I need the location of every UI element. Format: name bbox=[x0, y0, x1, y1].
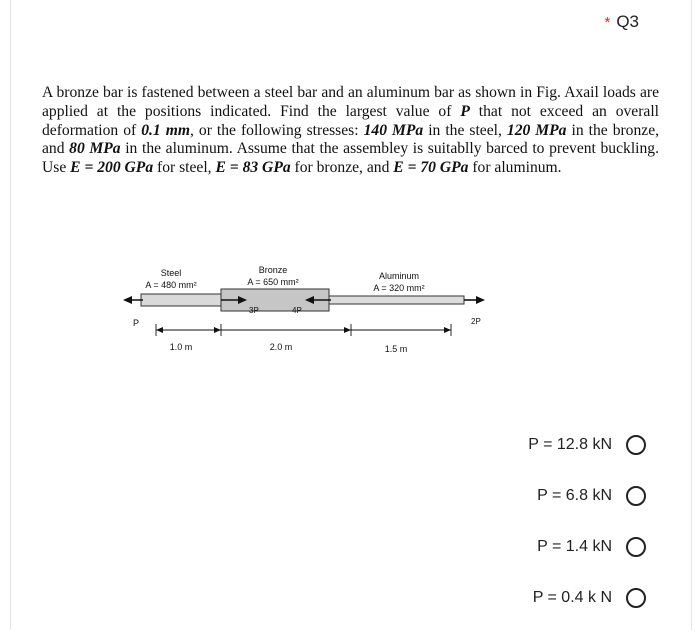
radio-button[interactable] bbox=[626, 537, 646, 557]
problem-text-value: E = 70 GPa bbox=[393, 159, 469, 177]
problem-text-part: for bronze, and bbox=[290, 159, 394, 177]
length-bronze: 2.0 m bbox=[269, 342, 293, 352]
problem-text-part: in the aluminum. Assume that the assembley is suitablly barced to prevent buckling. Use bbox=[42, 140, 659, 177]
load-3p-label: 3P bbox=[249, 306, 259, 315]
steel-area: A = 480 mm² bbox=[145, 280, 197, 290]
problem-text-part: A bronze bar is fastened between a steel bar and an aluminum bar as shown in Fig. Axail loads are applied at the positions indicated. Find the largest value of bbox=[42, 84, 659, 120]
dim-arrowhead bbox=[214, 327, 221, 333]
question-card bbox=[10, 0, 692, 630]
option-label: P = 1.4 kN bbox=[537, 538, 612, 555]
bronze-area: A = 650 mm² bbox=[247, 277, 299, 287]
aluminum-area: A = 320 mm² bbox=[373, 283, 425, 293]
steel-bar bbox=[141, 294, 221, 306]
steel-label: Steel bbox=[160, 268, 182, 278]
bronze-label: Bronze bbox=[258, 265, 288, 275]
option-label: P = 0.4 k N bbox=[532, 589, 612, 606]
aluminum-bar bbox=[329, 296, 464, 304]
load-2p-label: 2P bbox=[471, 317, 481, 326]
problem-text-part: that not exceed an overall deformation of bbox=[42, 102, 660, 139]
answer-option[interactable] bbox=[528, 432, 646, 458]
dim-arrowhead bbox=[344, 327, 351, 333]
problem-text-part: , or the following stresses: bbox=[189, 121, 364, 139]
radio-button[interactable] bbox=[626, 435, 646, 455]
problem-text-value: 0.1 mm bbox=[141, 121, 190, 139]
problem-text-value: 80 MPa bbox=[69, 140, 121, 158]
problem-text-part: for aluminum. bbox=[468, 159, 562, 177]
answer-option[interactable] bbox=[528, 534, 646, 560]
load-p-arrowhead bbox=[123, 296, 132, 304]
problem-text bbox=[42, 84, 659, 178]
question-header bbox=[604, 12, 639, 32]
length-aluminum: 1.5 m bbox=[384, 344, 408, 354]
aluminum-label: Aluminum bbox=[378, 271, 420, 281]
radio-button[interactable] bbox=[626, 588, 646, 608]
length-steel: 1.0 m bbox=[169, 342, 193, 352]
radio-button[interactable] bbox=[626, 486, 646, 506]
answer-options bbox=[528, 432, 646, 636]
dim-arrowhead bbox=[156, 327, 163, 333]
problem-text-value: 140 MPa bbox=[363, 121, 424, 139]
problem-text-value: E = 83 GPa bbox=[215, 159, 291, 177]
load-4p-label: 4P bbox=[292, 306, 302, 315]
problem-text-part: in the steel, bbox=[423, 121, 507, 139]
load-2p-arrowhead bbox=[476, 296, 485, 304]
required-star: * bbox=[604, 14, 611, 31]
problem-text-part: in the bronze, and bbox=[42, 121, 660, 158]
problem-text-var: P bbox=[460, 102, 470, 120]
answer-option[interactable] bbox=[528, 585, 646, 611]
option-label: P = 6.8 kN bbox=[537, 487, 612, 504]
problem-text-part: for steel, bbox=[153, 159, 216, 177]
dim-arrowhead bbox=[444, 327, 451, 333]
option-label: P = 12.8 kN bbox=[528, 436, 612, 453]
problem-text-value: E = 200 GPa bbox=[70, 159, 154, 177]
question-number: Q3 bbox=[616, 12, 639, 31]
problem-text-value: 120 MPa bbox=[506, 121, 567, 139]
load-p-label: P bbox=[133, 318, 140, 328]
bar-assembly-figure bbox=[121, 258, 491, 358]
answer-option[interactable] bbox=[528, 483, 646, 509]
dimension-line bbox=[156, 324, 451, 336]
